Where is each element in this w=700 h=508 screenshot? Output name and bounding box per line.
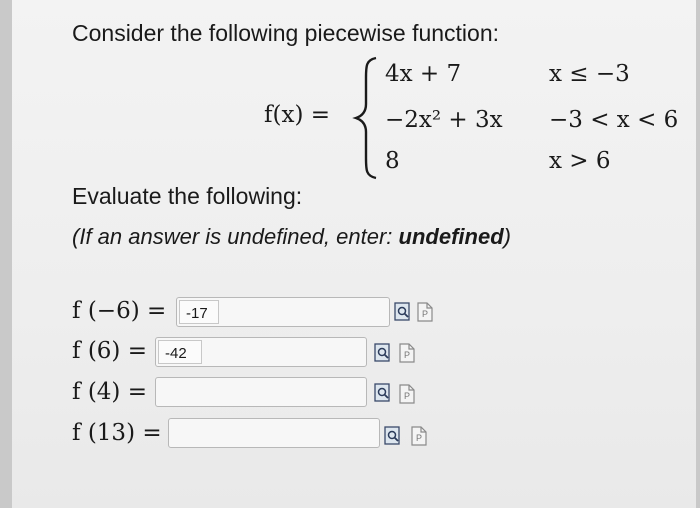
answer-field-4[interactable] xyxy=(168,418,380,448)
preview-icon[interactable] xyxy=(394,302,412,322)
preview-icon[interactable] xyxy=(374,383,392,403)
answer-label-1: f (−6) = xyxy=(72,298,167,324)
help-icon[interactable] xyxy=(398,384,416,404)
answer-field-1[interactable] xyxy=(176,297,390,327)
piecewise-brace xyxy=(352,56,382,180)
preview-icon[interactable] xyxy=(374,343,392,363)
svg-text:P: P xyxy=(416,433,423,443)
note-suffix: ) xyxy=(503,224,511,249)
question-prompt: Consider the following piecewise function: xyxy=(72,20,500,46)
piece-2-condition: −3 < x < 6 xyxy=(549,107,679,133)
answer-label-4: f (13) = xyxy=(72,420,162,446)
piece-3-expr: 8 xyxy=(385,148,400,174)
help-icon[interactable] xyxy=(398,343,416,363)
answer-value-2[interactable]: -42 xyxy=(158,340,202,364)
answer-label-3: f (4) = xyxy=(72,379,147,405)
svg-text:P: P xyxy=(404,350,411,360)
function-lhs: f(x) = xyxy=(264,102,331,128)
undefined-note xyxy=(72,224,511,250)
piece-2-expr: −2x² + 3x xyxy=(385,107,503,133)
piece-1-condition: x ≤ −3 xyxy=(549,61,630,87)
answer-field-2[interactable] xyxy=(155,337,367,367)
help-icon[interactable] xyxy=(416,302,434,322)
note-prefix: (If an answer is undefined, enter: xyxy=(72,224,399,249)
piece-3-condition: x > 6 xyxy=(549,148,611,174)
answer-label-2: f (6) = xyxy=(72,338,147,364)
svg-text:P: P xyxy=(422,309,429,319)
svg-text:P: P xyxy=(404,391,411,401)
answer-value-1[interactable]: -17 xyxy=(179,300,219,324)
preview-icon[interactable] xyxy=(384,426,402,446)
help-icon[interactable] xyxy=(410,426,428,446)
piece-1-expr: 4x + 7 xyxy=(385,61,462,87)
question-page xyxy=(12,0,696,508)
note-bold: undefined xyxy=(398,224,504,249)
answer-field-3[interactable] xyxy=(155,377,367,407)
evaluate-label: Evaluate the following: xyxy=(72,183,303,209)
